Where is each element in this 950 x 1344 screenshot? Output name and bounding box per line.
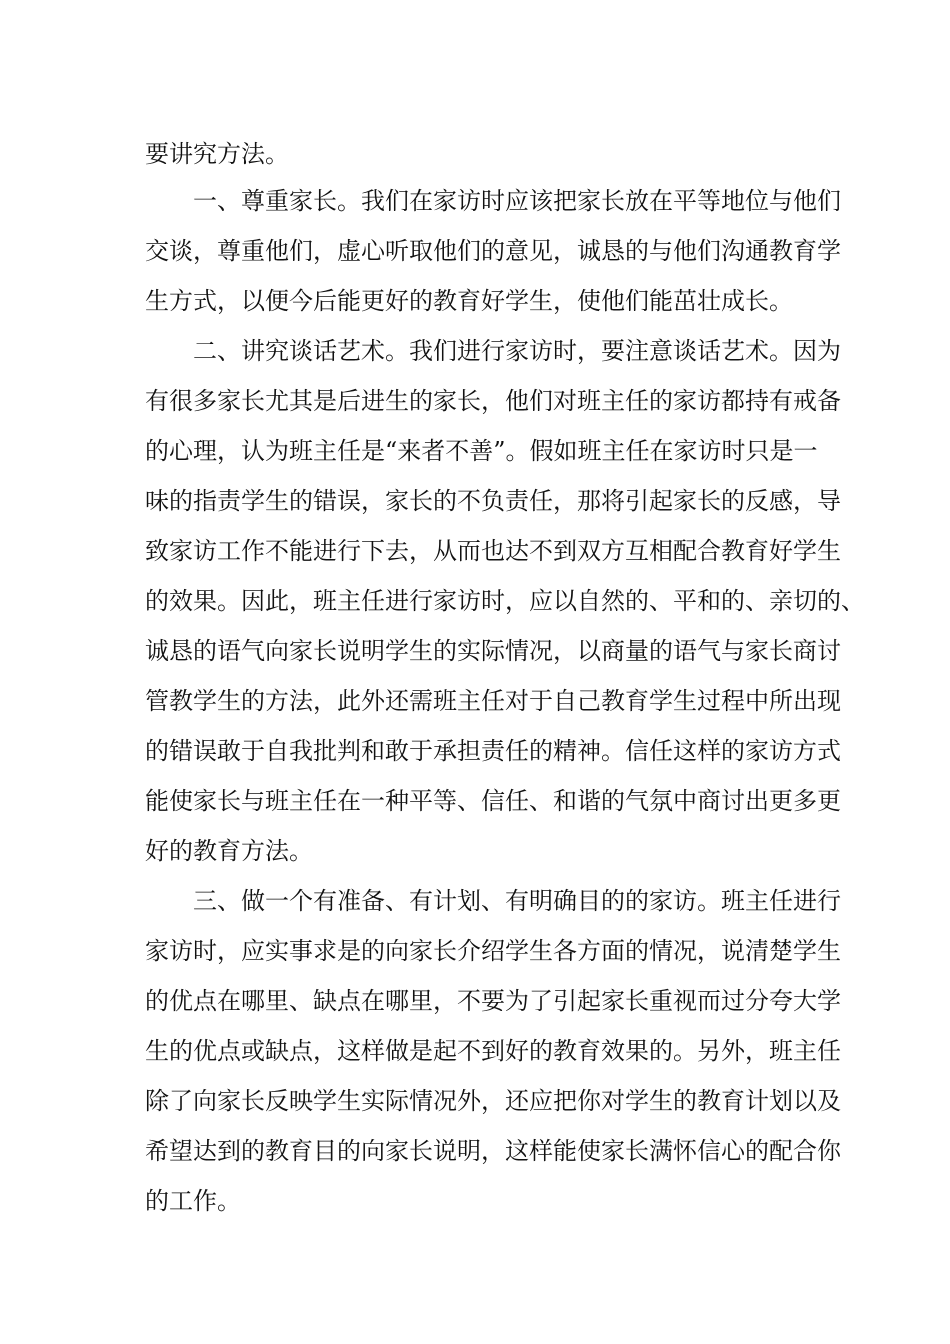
paragraph-2-line-9: 的错误敢于自我批判和敢于承担责任的精神。信任这样的家访方式 [145,737,841,765]
paragraph-3-line-2: 家访时，应实事求是的向家长介绍学生各方面的情况，说清楚学生 [145,937,841,965]
paragraph-2-line-11: 好的教育方法。 [145,837,313,865]
paragraph-2-line-6: 的效果。因此，班主任进行家访时，应以自然的、平和的、亲切的、 [145,587,865,615]
paragraph-2-line-5: 致家访工作不能进行下去，从而也达不到双方互相配合教育好学生 [145,537,841,565]
paragraph-1-line-3: 生方式，以便今后能更好的教育好学生，使他们能茁壮成长。 [145,287,793,315]
paragraph-2-line-4: 味的指责学生的错误，家长的不负责任，那将引起家长的反感，导 [145,487,841,515]
paragraph-2-line-8: 管教学生的方法，此外还需班主任对于自己教育学生过程中所出现 [145,687,841,715]
paragraph-3-line-7: 的工作。 [145,1187,241,1215]
paragraph-2-line-2: 有很多家长尤其是后进生的家长，他们对班主任的家访都持有戒备 [145,387,841,415]
paragraph-2-line-10: 能使家长与班主任在一种平等、信任、和谐的气氛中商讨出更多更 [145,787,841,815]
paragraph-1-line-1: 一、尊重家长。我们在家访时应该把家长放在平等地位与他们 [193,187,841,215]
paragraph-3-line-6: 希望达到的教育目的向家长说明，这样能使家长满怀信心的配合你 [145,1137,841,1165]
paragraph-3-line-4: 生的优点或缺点，这样做是起不到好的教育效果的。另外，班主任 [145,1037,841,1065]
paragraph-3-line-3: 的优点在哪里、缺点在哪里，不要为了引起家长重视而过分夸大学 [145,987,841,1015]
paragraph-3-line-1: 三、做一个有准备、有计划、有明确目的的家访。班主任进行 [193,887,841,915]
paragraph-3-line-5: 除了向家长反映学生实际情况外，还应把你对学生的教育计划以及 [145,1087,841,1115]
text-line-1: 要讲究方法。 [145,140,289,168]
paragraph-2-line-3: 的心理，认为班主任是“来者不善”。假如班主任在家访时只是一 [145,437,818,465]
paragraph-2-line-7: 诚恳的语气向家长说明学生的实际情况，以商量的语气与家长商讨 [145,637,841,665]
paragraph-2-line-1: 二、讲究谈话艺术。我们进行家访时，要注意谈话艺术。因为 [193,337,841,365]
paragraph-1-line-2: 交谈，尊重他们，虚心听取他们的意见，诚恳的与他们沟通教育学 [145,237,841,265]
